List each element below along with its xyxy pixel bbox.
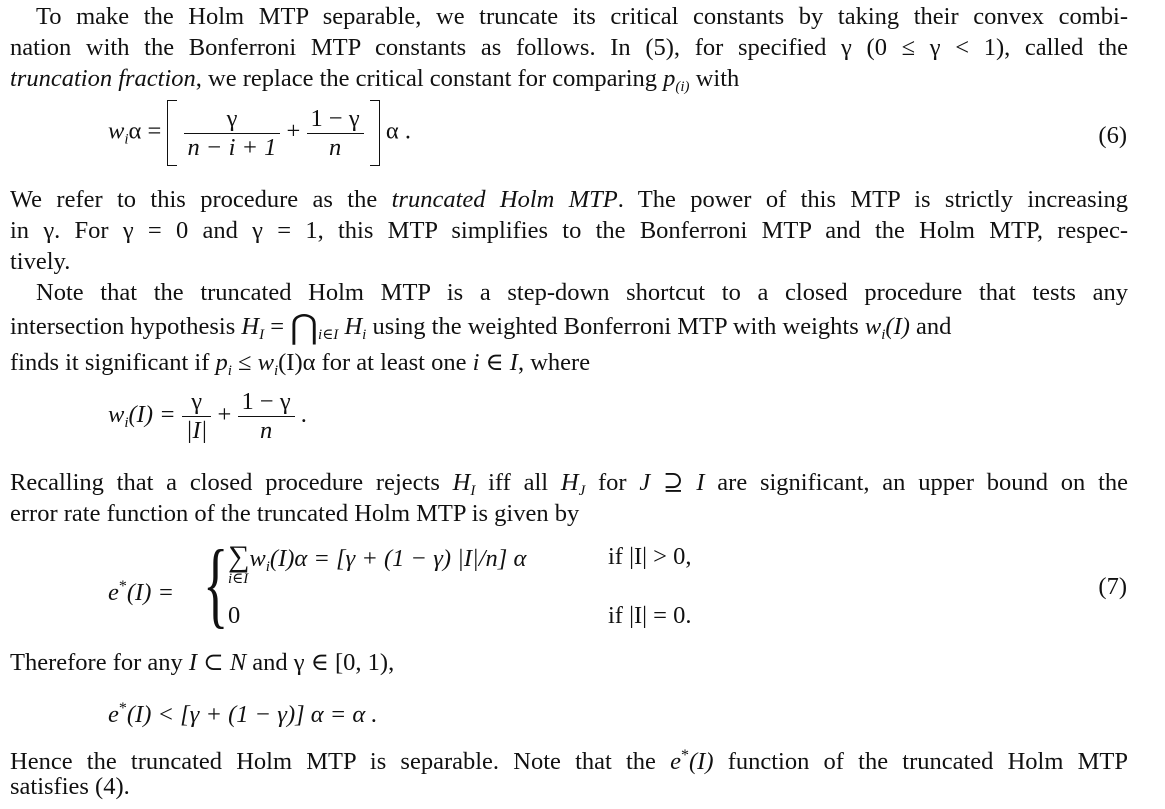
left-brace: { — [203, 530, 229, 637]
math-text: α = — [128, 117, 162, 145]
text-span: , where — [517, 349, 591, 376]
right-bracket — [370, 100, 380, 166]
math-subscript: i — [265, 559, 270, 575]
math-subscript: i — [227, 363, 232, 379]
math-text: . — [300, 401, 307, 429]
math-p: p — [215, 349, 228, 376]
denominator: n — [259, 417, 273, 444]
intersection-symbol: ⋂ — [290, 309, 319, 346]
math-w: w — [108, 401, 125, 429]
eq7-lhs — [108, 572, 174, 609]
math-text: (I)α = [γ + (1 − γ) |I|/n] α — [269, 545, 527, 572]
math-plus: + — [217, 401, 232, 429]
text-line: nation with the Bonferroni MTP constants as follows. In (5), for specified γ (0 ≤ γ < 1), called the — [10, 34, 1128, 61]
math-e: e — [108, 579, 119, 606]
text-line: To make the Holm MTP separable, we truncate its critical constants by taking their convex combi- — [36, 3, 1128, 30]
math-superscript: * — [118, 578, 127, 595]
equation-number: (6) — [1098, 122, 1127, 149]
math-w: w — [108, 117, 125, 145]
eq7-cond1: if |I| > 0, — [608, 543, 692, 570]
text-span: iff all — [488, 469, 549, 496]
text-span: Therefore for any — [10, 649, 183, 676]
equation-6 — [108, 100, 411, 170]
text-span: Hence the truncated Holm MTP is separable. Note that the — [10, 748, 656, 775]
math-superscript: * — [118, 700, 127, 717]
equation-number: (7) — [1098, 573, 1127, 600]
math-text: (I) = — [126, 579, 175, 606]
math-text: i ∈ I — [472, 349, 518, 376]
eq7-case1 — [228, 542, 526, 583]
eq7-case2: 0 — [228, 602, 241, 629]
math-text: (I) — [689, 748, 714, 775]
text-span: with — [695, 65, 740, 92]
math-subscript: i — [124, 131, 129, 148]
math-e: e — [670, 748, 682, 775]
math-subscript: i — [362, 327, 367, 343]
math-text: α . — [385, 117, 411, 145]
left-bracket — [167, 100, 177, 166]
math-subscript: I — [259, 327, 265, 343]
math-eq: = — [270, 313, 285, 340]
math-text: I ⊂ N — [188, 649, 247, 676]
text-span: Recalling that a closed procedure rejects — [10, 469, 440, 496]
denominator: n — [328, 133, 342, 161]
text-span: . The power of this MTP is strictly increasing — [617, 186, 1129, 213]
fraction — [184, 105, 281, 162]
math-subscript: i — [273, 363, 279, 379]
math-subscript: i — [124, 415, 129, 432]
text-line — [10, 309, 952, 351]
math-H: H — [344, 313, 363, 340]
text-line — [10, 741, 1128, 778]
math-H: H — [241, 313, 260, 340]
text-span: intersection hypothesis — [10, 313, 236, 340]
text-line: error rate function of the truncated Holm MTP is given by — [10, 500, 580, 527]
text-span: We refer to this procedure as the — [10, 186, 378, 213]
denominator: n − i + 1 — [187, 133, 277, 161]
text-line: satisfies (4). — [10, 773, 130, 800]
math-w: w — [257, 349, 274, 376]
math-plus: + — [286, 117, 301, 145]
math-H: H — [560, 469, 579, 496]
text-span: using the weighted Bonferroni MTP with weights — [372, 313, 859, 340]
text-span: (I)α for at least one — [278, 349, 467, 376]
math-subscript: J — [578, 483, 586, 499]
text-line: tively. — [10, 248, 71, 275]
fraction — [238, 388, 295, 445]
math-H: H — [452, 469, 471, 496]
text-line — [10, 348, 590, 387]
eq7-cond2: if |I| = 0. — [608, 602, 692, 629]
text-span: finds it significant if — [10, 349, 210, 376]
math-e: e — [108, 701, 119, 728]
numerator: 1 − γ — [307, 105, 364, 134]
math-subscript: I — [470, 483, 476, 499]
math-subscript: (i) — [675, 79, 690, 95]
math-leq: ≤ — [238, 349, 252, 376]
text-span: and γ ∈ [0, 1), — [252, 649, 395, 676]
math-w: w — [249, 545, 266, 572]
math-superscript: * — [681, 747, 690, 764]
sum-subscript: i∈I — [228, 571, 249, 587]
text-span: are significant, an upper bound on the — [717, 469, 1128, 496]
math-p: p — [663, 65, 676, 92]
text-span: and — [916, 313, 952, 340]
equation-weights — [108, 388, 307, 458]
text-span: function of the truncated Holm MTP — [727, 748, 1128, 775]
math-text: (I) — [885, 313, 910, 340]
fraction — [307, 105, 364, 162]
text-line: in γ. For γ = 0 and γ = 1, this MTP simplifies to the Bonferroni MTP and the Holm MTP, respec- — [10, 217, 1128, 244]
numerator: γ — [184, 105, 281, 134]
numerator: γ — [182, 388, 212, 417]
fraction — [182, 388, 212, 445]
term-truncated-holm: truncated Holm MTP — [391, 186, 618, 213]
numerator: 1 − γ — [238, 388, 295, 417]
text-line — [10, 648, 394, 679]
denominator: |I| — [185, 417, 208, 444]
math-text: (I) < [γ + (1 − γ)] α = α . — [126, 701, 378, 728]
equation-bound — [108, 694, 378, 731]
math-text: J ⊇ I — [639, 469, 705, 496]
text-span: for — [598, 469, 627, 496]
text-span: , we replace the critical constant for comparing — [195, 65, 658, 92]
text-line — [10, 185, 1128, 216]
math-subscript: i∈I — [318, 327, 339, 343]
sum-symbol: ∑ — [228, 540, 250, 573]
text-line — [10, 64, 739, 103]
term-truncation-fraction: truncation fraction — [10, 65, 196, 92]
math-w: w — [864, 313, 882, 340]
text-line: Note that the truncated Holm MTP is a step-down shortcut to a closed procedure that tests any — [36, 279, 1128, 306]
math-text: (I) = — [128, 401, 176, 429]
math-subscript: i — [881, 327, 886, 343]
